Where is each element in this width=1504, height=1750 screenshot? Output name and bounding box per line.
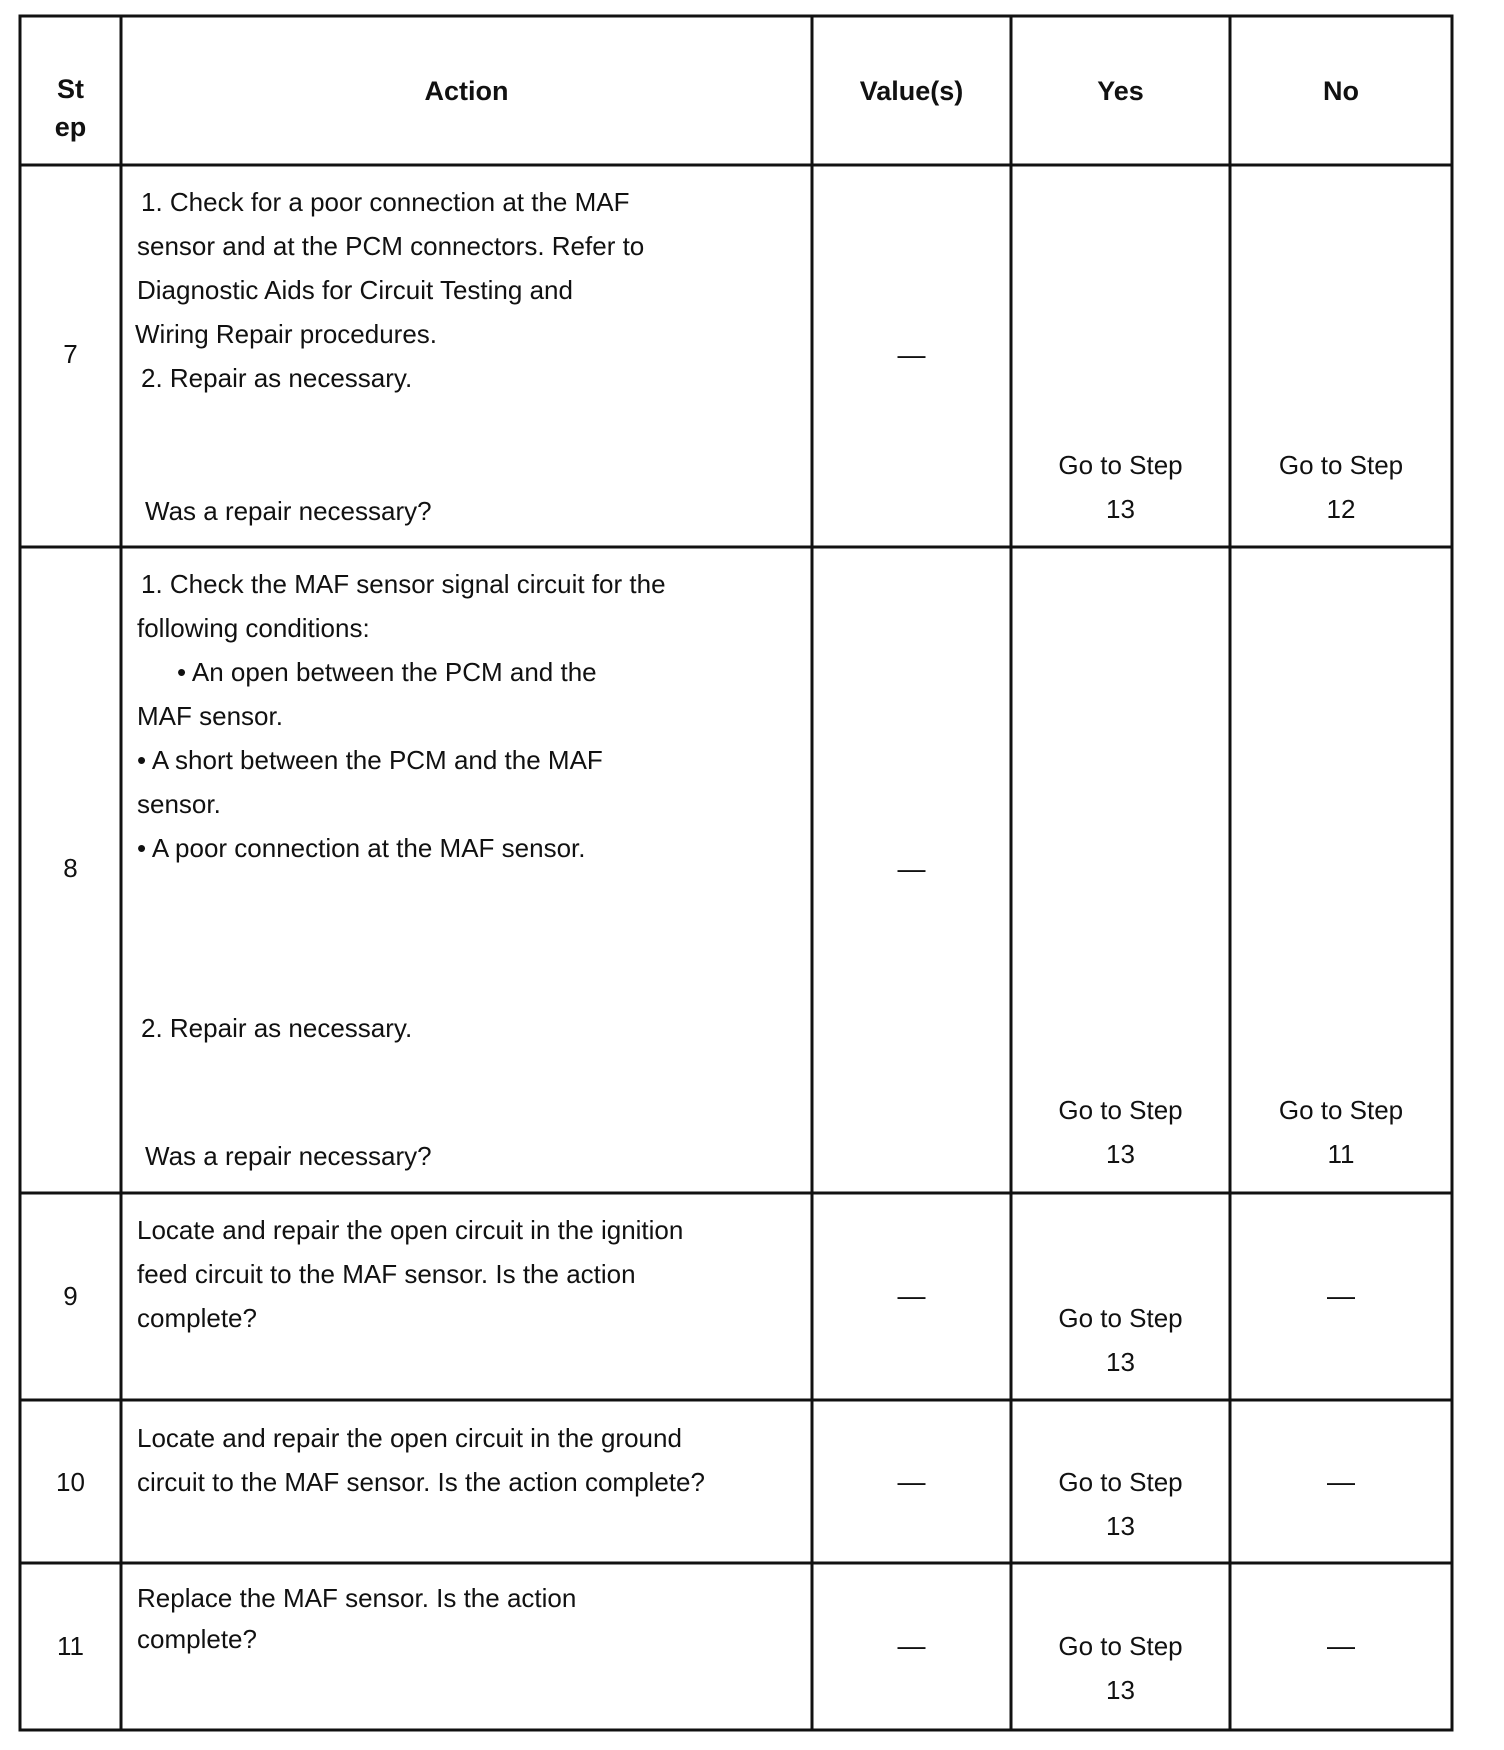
row-7-yes: [1011, 443, 1230, 531]
row-9-yes-line2: 13: [1106, 1347, 1135, 1377]
row-7-yes-line2: 13: [1106, 494, 1135, 524]
row-9-yes-line1: Go to Step: [1058, 1303, 1183, 1333]
row-7-no-line2: 12: [1326, 494, 1356, 524]
row-10-yes-line2: 13: [1106, 1511, 1135, 1541]
row-7-step: 7: [63, 339, 78, 369]
row-9-action-line: feed circuit to the MAF sensor. Is the action: [137, 1259, 636, 1289]
row-10-action-line: Locate and repair the open circuit in the ground: [137, 1423, 682, 1453]
row-11-value: —: [897, 1630, 926, 1661]
row-9-action-line: Locate and repair the open circuit in the ignition: [137, 1215, 684, 1245]
row-7-action-line: 2. Repair as necessary.: [141, 363, 413, 393]
row-8-yes-line1: Go to Step: [1058, 1095, 1183, 1125]
header-step-line1: St: [57, 74, 84, 104]
row-8-no-line2: 11: [1327, 1139, 1355, 1169]
row-11-step: 11: [57, 1631, 84, 1661]
row-10-no: —: [1327, 1466, 1355, 1497]
row-8-no-line1: Go to Step: [1278, 1095, 1404, 1125]
row-8-value: —: [897, 853, 926, 884]
row-7-question: Was a repair necessary?: [145, 496, 432, 526]
row-10-yes: [1011, 1460, 1230, 1548]
row-7-action-line: 1. Check for a poor connection at the MAF: [141, 187, 630, 217]
row-9-no: —: [1327, 1280, 1355, 1311]
row-7-no-line1: Go to Step: [1278, 450, 1404, 480]
row-7-action: [137, 180, 644, 400]
row-7-value: —: [897, 339, 926, 370]
row-8-yes-line2: 13: [1106, 1139, 1135, 1169]
row-11-yes-line2: 13: [1106, 1675, 1135, 1705]
header-step-line2: ep: [54, 112, 87, 142]
header-action: Action: [424, 76, 509, 106]
header-yes: Yes: [1097, 76, 1144, 106]
row-7-action-line: Wiring Repair procedures.: [135, 319, 438, 349]
row-10-action-line: circuit to the MAF sensor. Is the action complete?: [137, 1467, 705, 1497]
row-8-step: 8: [63, 853, 78, 883]
row-8-action: [137, 562, 666, 870]
row-9-value: —: [897, 1280, 926, 1311]
row-11-yes-line1: Go to Step: [1058, 1631, 1183, 1661]
row-8-no: [1230, 1088, 1452, 1176]
row-9-action: [137, 1208, 683, 1340]
row-7-action-line: Diagnostic Aids for Circuit Testing and: [137, 275, 573, 305]
row-10-action: [137, 1416, 705, 1504]
header-step: [20, 70, 121, 146]
row-8-action-line: 1. Check the MAF sensor signal circuit for the: [141, 569, 666, 599]
row-8-action-line: MAF sensor.: [137, 701, 283, 731]
row-11-no: —: [1327, 1630, 1355, 1661]
row-11-yes: [1011, 1624, 1230, 1712]
row-11-action-line: Replace the MAF sensor. Is the action: [137, 1583, 577, 1613]
row-7-yes-line1: Go to Step: [1058, 450, 1183, 480]
row-11-action: [137, 1578, 576, 1660]
row-8-action-line: following conditions:: [137, 613, 370, 643]
row-8-action-line: • A poor connection at the MAF sensor.: [137, 833, 586, 863]
header-values: Value(s): [859, 76, 964, 106]
row-9-yes: [1011, 1296, 1230, 1384]
row-9-step: 9: [63, 1281, 78, 1311]
row-8-action-line: sensor.: [137, 789, 221, 819]
row-7-action-line: sensor and at the PCM connectors. Refer to: [137, 231, 645, 261]
row-9-action-line: complete?: [137, 1303, 257, 1333]
row-10-value: —: [897, 1466, 926, 1497]
row-8-yes: [1011, 1088, 1230, 1176]
header-no: No: [1323, 76, 1359, 106]
row-8-action-line: • A short between the PCM and the MAF: [137, 745, 603, 775]
row-8-action-line: • An open between the PCM and the: [177, 657, 597, 687]
row-10-yes-line1: Go to Step: [1058, 1467, 1183, 1497]
row-11-action-line: complete?: [137, 1624, 257, 1654]
row-10-step: 10: [56, 1467, 85, 1497]
row-8-repair: 2. Repair as necessary.: [141, 1013, 413, 1043]
row-7-no: [1230, 443, 1452, 531]
row-8-question: Was a repair necessary?: [145, 1141, 432, 1171]
